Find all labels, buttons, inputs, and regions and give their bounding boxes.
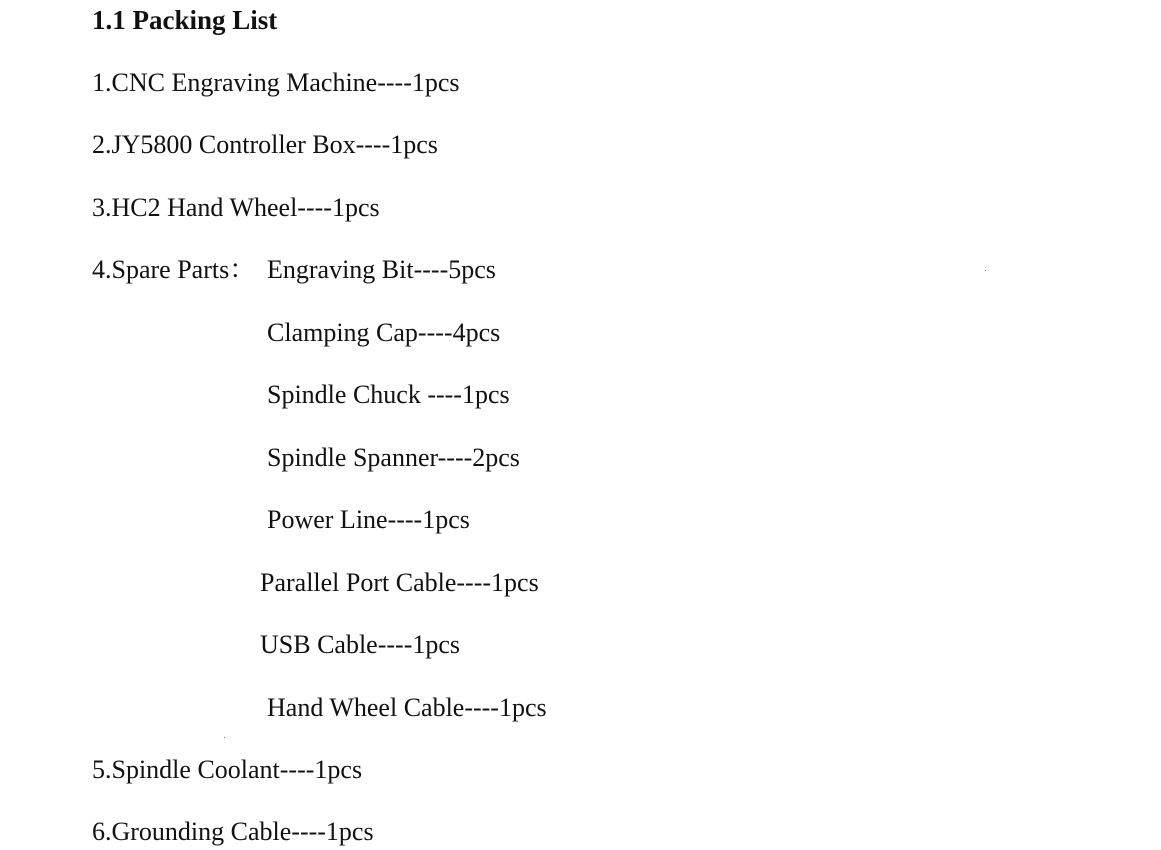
spare-part-item: Parallel Port Cable----1pcs	[260, 568, 539, 597]
list-item: 1.CNC Engraving Machine----1pcs	[92, 68, 460, 97]
list-item: 2.JY5800 Controller Box----1pcs	[92, 130, 438, 159]
list-item: 3.HC2 Hand Wheel----1pcs	[92, 193, 380, 222]
spare-parts-label: 4.Spare Parts：	[92, 255, 256, 284]
section-heading: 1.1 Packing List	[92, 5, 278, 35]
spare-part-item: Power Line----1pcs	[267, 505, 470, 534]
spare-part-item: Spindle Spanner----2pcs	[267, 443, 520, 472]
scan-speck	[985, 270, 986, 271]
list-item: 6.Grounding Cable----1pcs	[92, 817, 374, 846]
scan-speck	[224, 737, 225, 738]
spare-part-item: Hand Wheel Cable----1pcs	[267, 693, 547, 722]
list-item: 5.Spindle Coolant----1pcs	[92, 755, 363, 784]
spare-part-item: Engraving Bit----5pcs	[267, 255, 496, 284]
spare-part-item: Clamping Cap----4pcs	[267, 318, 501, 347]
spare-part-item: Spindle Chuck ----1pcs	[267, 380, 510, 409]
spare-part-item: USB Cable----1pcs	[260, 630, 461, 659]
